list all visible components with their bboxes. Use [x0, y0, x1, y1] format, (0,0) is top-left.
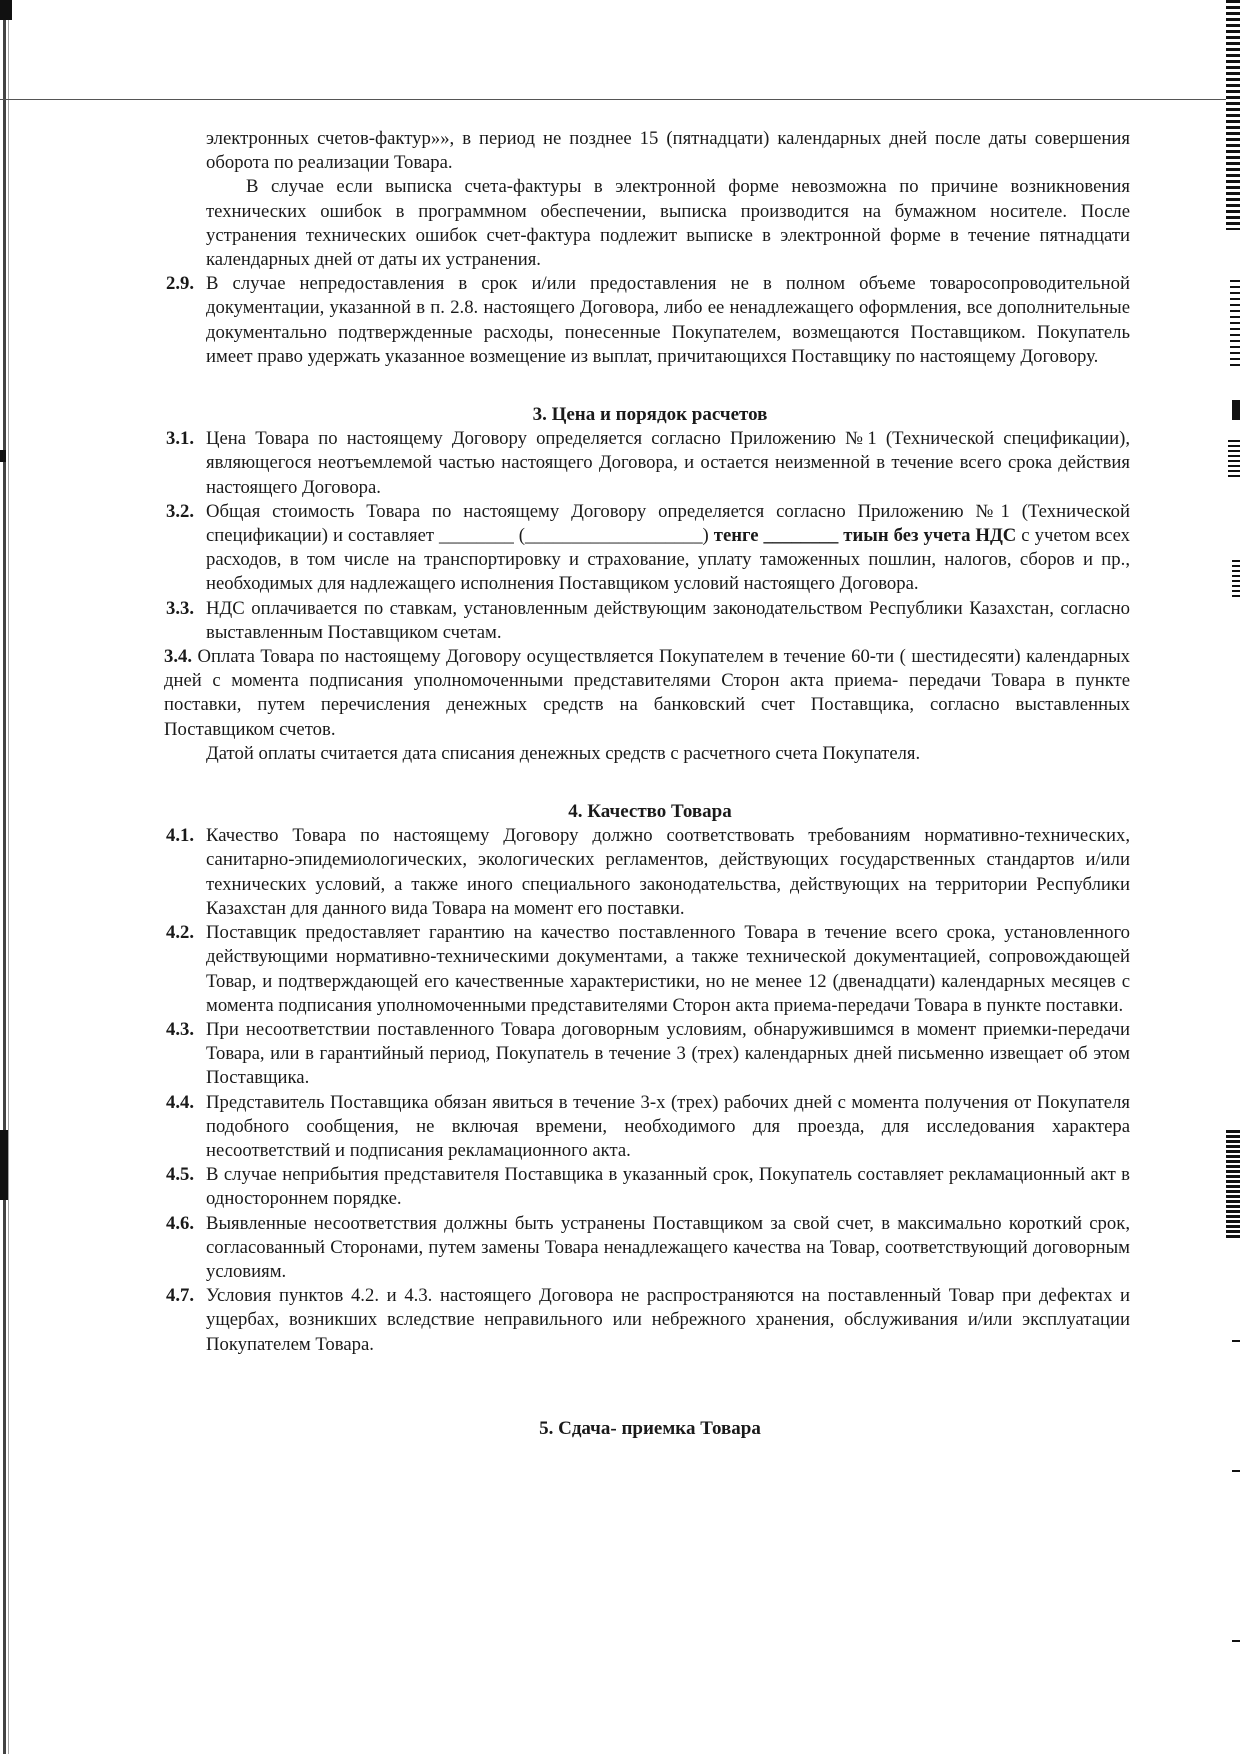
clause-4-7: [166, 1284, 1130, 1357]
document-body: [164, 127, 1131, 1441]
scan-right-edge-marks: [1218, 0, 1240, 1754]
clause-2-9: [166, 272, 1130, 369]
clause-text: Условия пунктов 4.2. и 4.3. настоящего Договора не распространяются на поставленный Товар при дефектах и ущербах, возникших вследствие неправильного или небрежного хранения, обслуживания и/или эксплуатации Покупателем Товара.: [206, 1285, 1130, 1355]
clause-number: 4.1.: [166, 825, 195, 847]
clause-text: Цена Товара по настоящему Договору определяется согласно Приложению №1 (Технической спецификации), являющегося неотъемлемой частью настоящего Договора, и остается неизменной в течение всего срока действия настоящего Договора.: [206, 428, 1130, 498]
clause-number: 4.7.: [166, 1285, 195, 1307]
clause-number: 3.3.: [166, 597, 195, 619]
clause-text: НДС оплачивается по ставкам, установленным действующим законодательством Республики Казахстан, согласно выставленным Поставщиком счетам.: [206, 597, 1130, 643]
section-5-heading: 5. Сдача- приемка Товара: [539, 1417, 761, 1439]
clause-text-bold: тенге ________ тиын без учета НДС: [713, 525, 1017, 547]
scan-mark: [0, 1130, 8, 1200]
clause-number: 4.3.: [166, 1018, 195, 1040]
clause-4-2: [166, 921, 1130, 1018]
section-4-clauses: [166, 824, 1130, 1356]
clause-text: При несоответствии поставленного Товара договорным условиям, обнаружившимся в момент приемки-передачи Товара, или в гарантийный период, Покупатель в течение 3 (трех) календарных дней письменно извещает об этом Поставщика.: [206, 1018, 1130, 1089]
scan-top-rule: [0, 99, 1240, 100]
clause-4-1: [166, 824, 1130, 921]
clause-3-3: [166, 597, 1130, 645]
clause-number: 4.6.: [166, 1212, 195, 1234]
clause-3-2: [166, 500, 1130, 597]
clause-text: Представитель Поставщика обязан явиться в течение 3-х (трех) рабочих дней с момента получения от Покупателя подобного сообщения, не включая времени, необходимого для проезда, для исследования характера несоответствий и подписания рекламационного акта.: [206, 1091, 1130, 1161]
scan-left-edge: [3, 0, 6, 1754]
clause-number: 3.4.: [164, 646, 193, 668]
clause-4-5: [166, 1163, 1130, 1211]
clause-4-6: [166, 1212, 1130, 1285]
section-3-heading: 3. Цена и порядок расчетов: [532, 404, 768, 426]
continued-text: электронных счетов-фактур»», в период не позднее 15 (пятнадцати) календарных дней после даты совершения оборота по реализации Товара.: [206, 128, 1130, 174]
clause-number: 4.5.: [166, 1164, 195, 1186]
clause-text: [206, 500, 1130, 597]
continuation-block: [206, 127, 1130, 272]
clause-3-1: [166, 427, 1130, 500]
clause-text: В случае непредоставления в срок и/или предоставления не в полном объеме товаросопроводительной документации, указанной в п. 2.8. настоящего Договора, либо ее ненадлежащего оформления, все дополнительные документально подтвержденные расходы, понесенные Покупателем, возмещаются Поставщиком. Покупатель имеет право удержать указанное возмещение из выплат, причитающихся Поставщику по настоящему Договору.: [206, 273, 1130, 367]
clause-number: 4.4.: [166, 1091, 195, 1113]
paragraph-paper-invoice: В случае если выписка счета-фактуры в электронной форме невозможна по причине возникновения технических ошибок в программном обеспечении, выписка производится на бумажном носителе. После устранения технических ошибок счет-фактура подлежит выписке в электронной форме в течение пятнадцати календарных дней от даты их устранения.: [206, 176, 1130, 271]
clause-4-4: [166, 1091, 1130, 1164]
clause-4-3: [166, 1018, 1130, 1091]
clause-text-a: Общая стоимость Товара по настоящему Договору определяется согласно Приложению №1 (Технической спецификации) и составляет ________ (___________________): [206, 500, 1130, 547]
scan-mark: [0, 0, 12, 20]
clause-text: Выявленные несоответствия должны быть устранены Поставщиком за свой счет, в максимально короткий срок, согласованный Сторонами, путем замены Товара ненадлежащего качества на Товар, соответствующий договорным условиям.: [206, 1212, 1130, 1282]
clause-text: Оплата Товара по настоящему Договору осуществляется Покупателем в течение 60-ти ( шестидесяти) календарных дней с момента подписания уполномоченными представителями Сторон акта приема- передачи Товара в пункте поставки, путем перечисления денежных средств на банковский счет Поставщика, согласно выставленных Поставщиком счетов.: [164, 646, 1131, 740]
scan-mark: [0, 450, 6, 462]
clause-number: 3.1.: [166, 428, 195, 450]
clause-number: 4.2.: [166, 922, 195, 944]
clause-text: Качество Товара по настоящему Договору должно соответствовать требованиям нормативно-технических, санитарно-эпидемиологических, экологических регламентов, действующих государственных стандартов и/или технических условий, а также иного специального законодательства, действующих на территории Республики Казахстан для данного вида Товара на момент его поставки.: [206, 825, 1130, 919]
section-4-heading: 4. Качество Товара: [568, 801, 732, 823]
clause-text: В случае неприбытия представителя Поставщика в указанный срок, Покупатель составляет рекламационный акт в одностороннем порядке.: [206, 1164, 1130, 1210]
clause-number: 2.9.: [166, 273, 195, 295]
payment-date-paragraph: Датой оплаты считается дата списания денежных средств с расчетного счета Покупателя.: [206, 742, 921, 764]
clause-3-4: [164, 645, 1130, 742]
scan-left-edge-line: [8, 0, 9, 1754]
clause-text: Поставщик предоставляет гарантию на качество поставленного Товара в течение всего срока, установленного действующими нормативно-техническими документами, а также технической документацией, сопровождающей Товар, и подтверждающей его качественные характеристики, но не менее 12 (двенадцати) календарных месяцев с момента подписания уполномоченными представителями Сторон акта приема-передачи Товара в пункте поставки.: [206, 922, 1130, 1016]
clause-text-c: с учетом всех расходов, в том числе на транспортировку и страхование, уплату таможенных пошлин, налогов, сборов и пр., необходимых для надлежащего исполнения Поставщиком условий настоящего Договора.: [206, 525, 1130, 595]
clause-number: 3.2.: [166, 500, 195, 522]
